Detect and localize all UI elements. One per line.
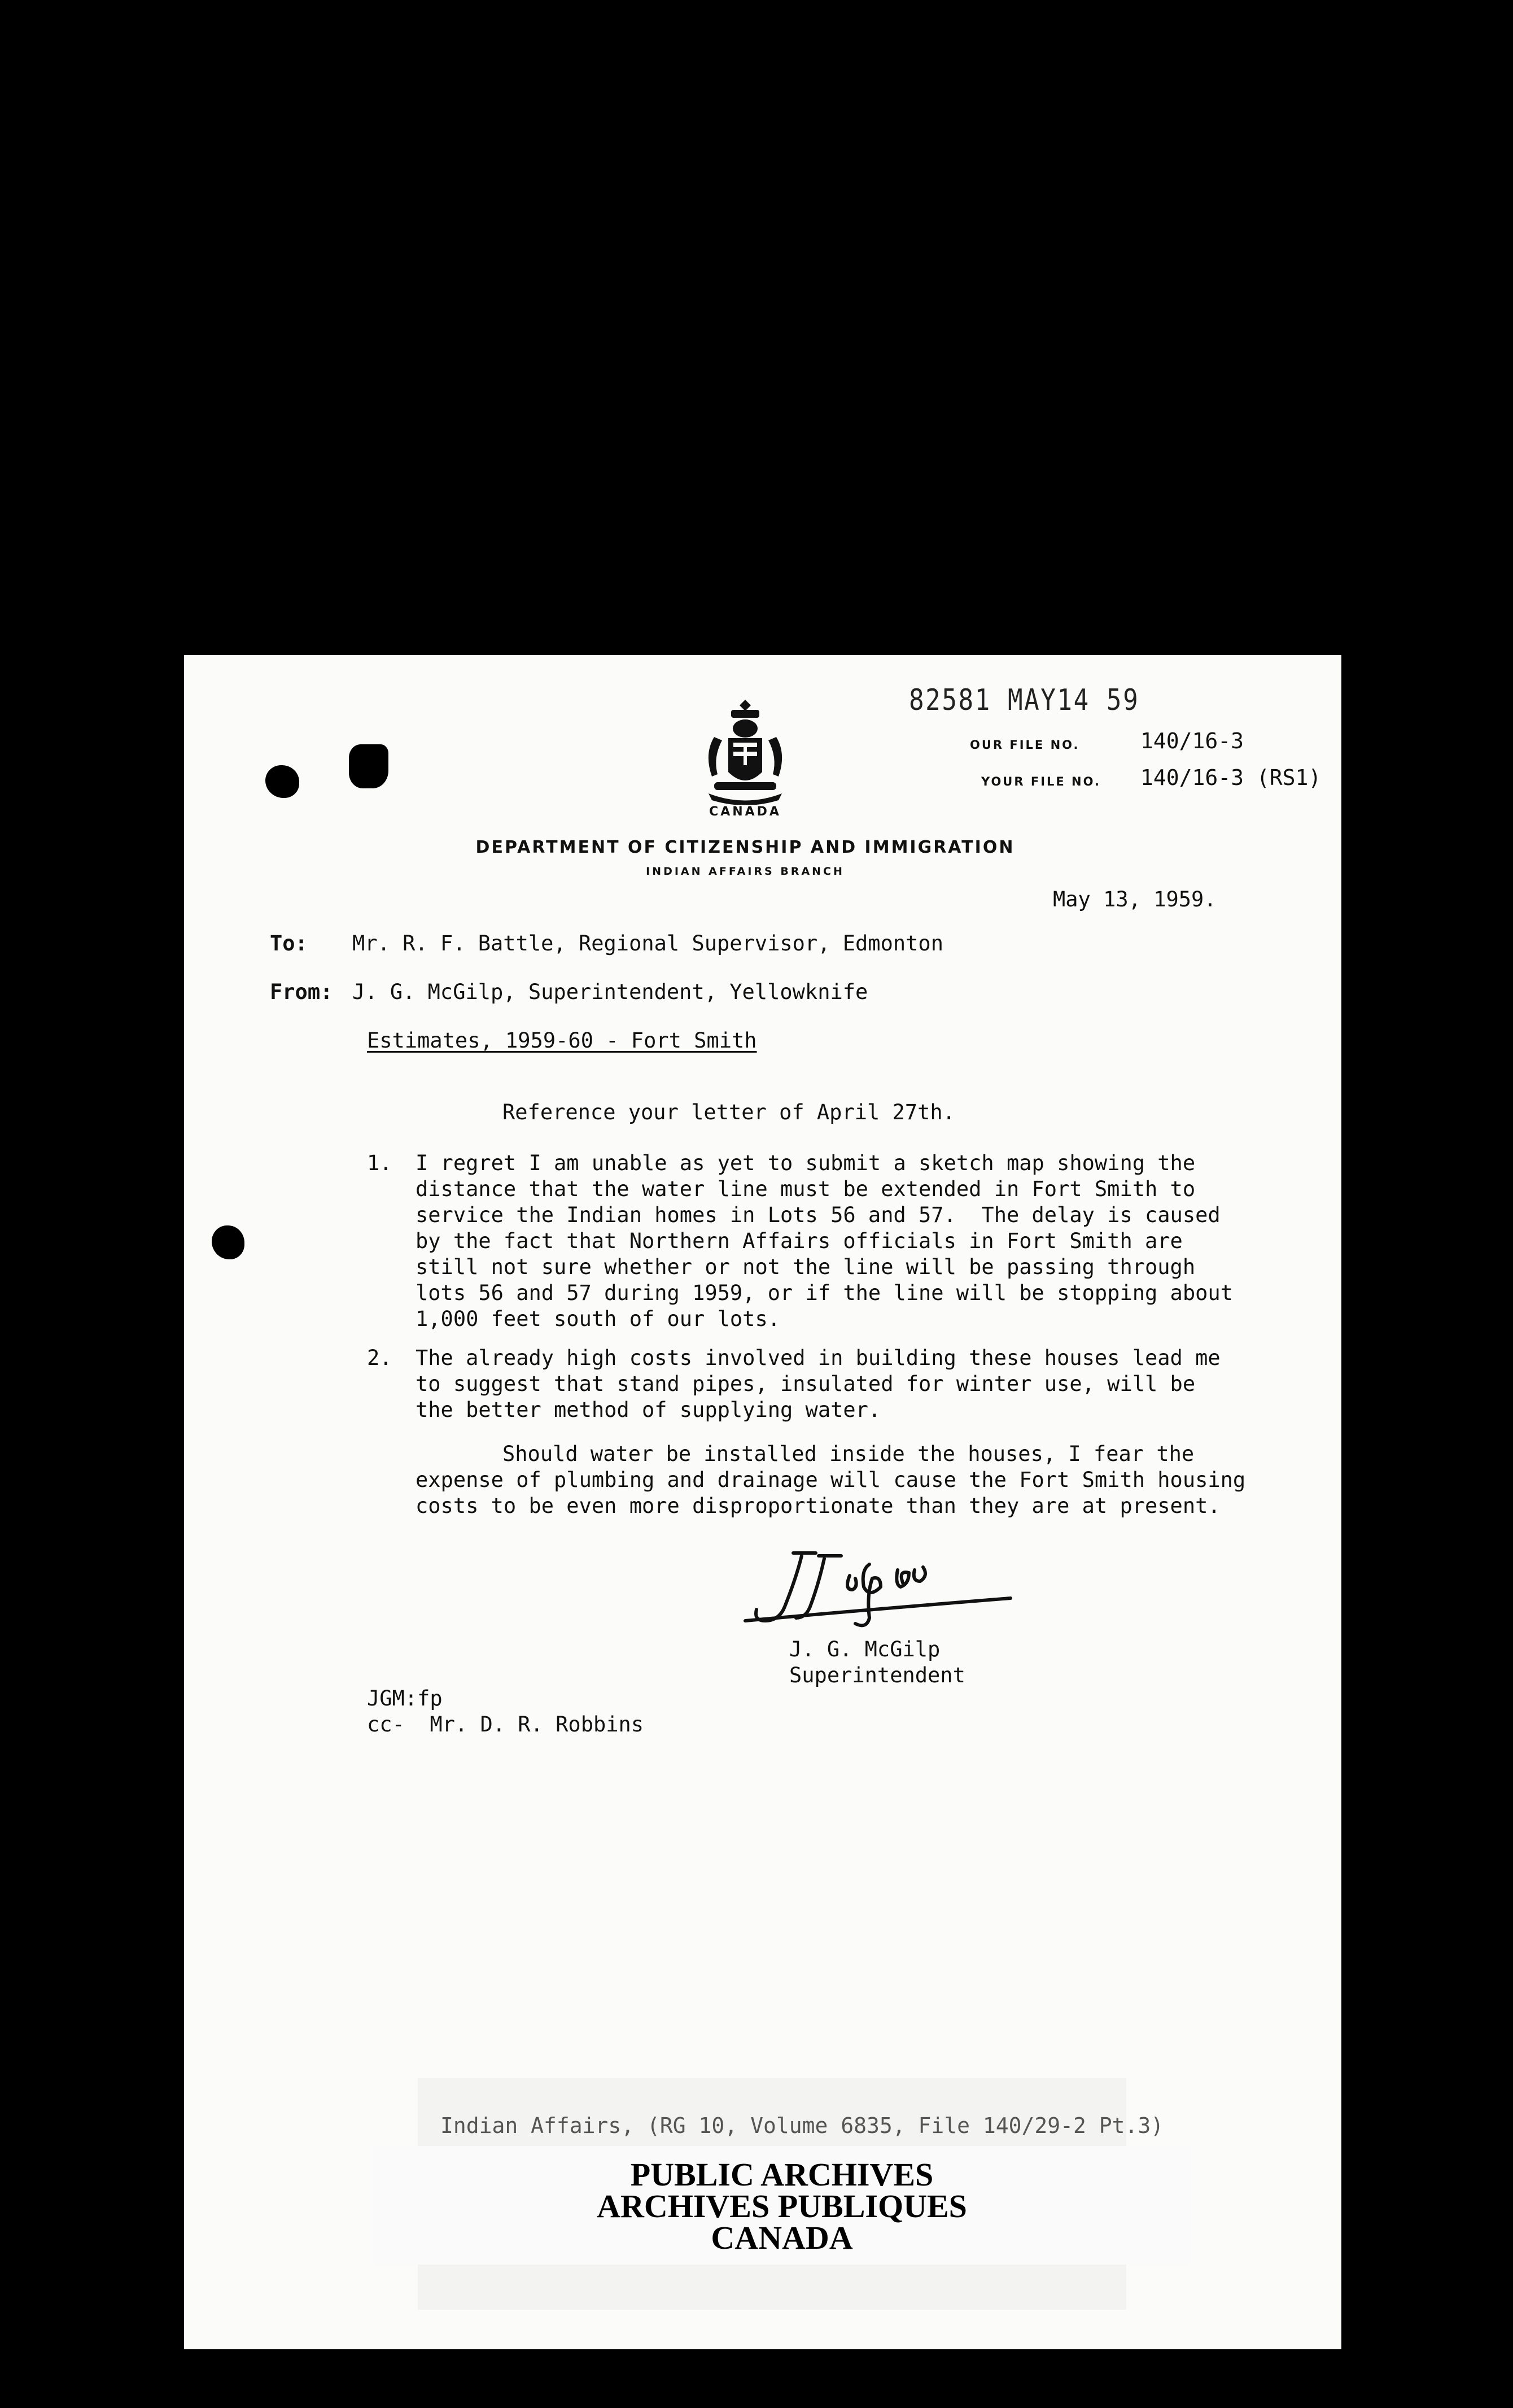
your-file-value: 140/16-3 (RS1)	[1140, 765, 1322, 790]
paragraph-3-line: expense of plumbing and drainage will cause the Fort Smith housing	[416, 1468, 1246, 1492]
paragraph-2-line: to suggest that stand pipes, insulated for winter use, will be	[416, 1372, 1196, 1396]
letter-date: May 13, 1959.	[1053, 887, 1217, 911]
registry-stamp: 82581 MAY14 59	[909, 683, 1140, 717]
archive-source-caption: Indian Affairs, (RG 10, Volume 6835, File 140/29-2 Pt.3)	[440, 2113, 1164, 2138]
from-value: J. G. McGilp, Superintendent, Yellowknife	[352, 980, 868, 1004]
punch-hole-left-1	[265, 765, 299, 798]
signature-title: Superintendent	[789, 1663, 965, 1687]
paragraph-2-number: 2.	[367, 1346, 392, 1370]
paragraph-1-line: still not sure whether or not the line will be passing through	[416, 1255, 1196, 1279]
our-file-label: OUR FILE NO.	[970, 738, 1080, 752]
paragraph-2-line: The already high costs involved in building these houses lead me	[416, 1346, 1221, 1370]
punch-hole-left-2	[349, 744, 388, 788]
your-file-label: YOUR FILE NO.	[981, 775, 1101, 788]
our-file-value: 140/16-3	[1140, 728, 1244, 753]
to-label: To:	[270, 931, 308, 956]
archive-title-english: PUBLIC ARCHIVES	[630, 2156, 934, 2193]
cc-line: cc- Mr. D. R. Robbins	[367, 1712, 644, 1737]
letterhead-country: CANADA	[709, 805, 781, 819]
to-value: Mr. R. F. Battle, Regional Supervisor, Edmonton	[352, 931, 943, 956]
reference-line: Reference your letter of April 27th.	[502, 1100, 955, 1124]
paragraph-1-line: I regret I am unable as yet to submit a sketch map showing the	[416, 1151, 1196, 1175]
letterhead-department: DEPARTMENT OF CITIZENSHIP AND IMMIGRATION	[475, 837, 1015, 857]
paragraph-3-line: costs to be even more disproportionate than they are at present.	[416, 1494, 1221, 1518]
paragraph-1-line: distance that the water line must be extended in Fort Smith to	[416, 1177, 1196, 1201]
punch-hole-left-3	[212, 1225, 244, 1259]
paragraph-2-line: the better method of supplying water.	[416, 1398, 881, 1422]
letterhead-branch: INDIAN AFFAIRS BRANCH	[646, 865, 845, 878]
paragraph-1-line: by the fact that Northern Affairs officials in Fort Smith are	[416, 1229, 1183, 1253]
from-label: From:	[270, 980, 333, 1004]
paragraph-1-number: 1.	[367, 1151, 392, 1175]
paragraph-1-line: lots 56 and 57 during 1959, or if the line will be stopping about	[416, 1281, 1233, 1305]
archive-title-country: CANADA	[711, 2219, 853, 2256]
typist-initials: JGM:fp	[367, 1686, 443, 1711]
canadian-coat-of-arms-icon	[697, 697, 793, 805]
paragraph-1-line: 1,000 feet south of our lots.	[416, 1307, 781, 1331]
subject-line: Estimates, 1959-60 - Fort Smith	[367, 1028, 757, 1053]
paragraph-3-line: Should water be installed inside the houses, I fear the	[502, 1442, 1195, 1466]
paragraph-1-line: service the Indian homes in Lots 56 and 57. The delay is caused	[416, 1203, 1221, 1227]
signature-name: J. G. McGilp	[789, 1637, 941, 1661]
archive-title-french: ARCHIVES PUBLIQUES	[597, 2188, 967, 2224]
